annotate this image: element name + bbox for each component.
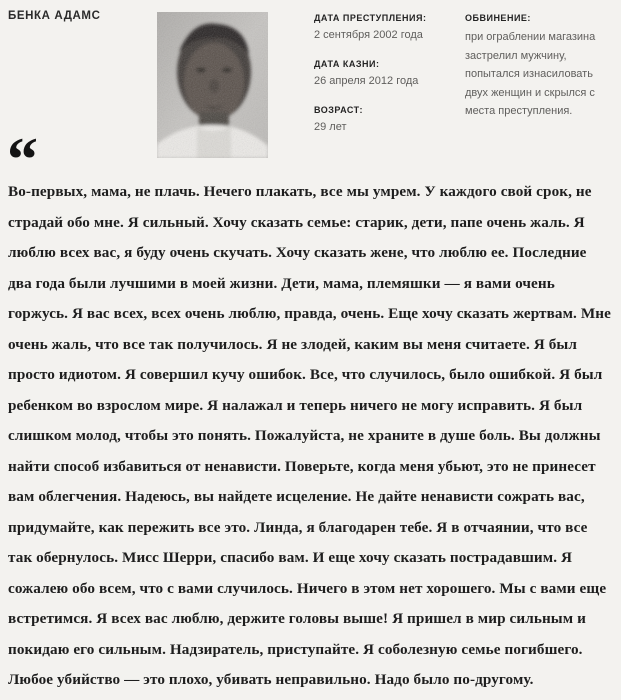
mugshot-image	[157, 12, 268, 158]
field-crime-date	[314, 12, 459, 43]
field-age-label: ВОЗРАСТ:	[314, 105, 364, 115]
field-execution-date-value: 26 апреля 2012 года	[314, 75, 419, 87]
inmate-name: БЕНКА АДАМС	[8, 10, 101, 22]
field-charge-value: при ограблении магазина застрелил мужчину, попытался изнасиловать двух женщин и скрылся с места преступления.	[465, 31, 596, 117]
last-statement-text: Во-первых, мама, не плачь. Нечего плакать, все мы умрем. У каждого свой срок, не страдай обо мне. Я сильный. Хочу сказать семье: старик, дети, папе очень жаль. Я люблю всех вас, я буду очень скучать. Хочу сказать жене, что люблю ее. Последние два года были лучшими в моей жизни. Дети, мама, племяшки — я вами очень горжусь. Я вас всех, всех очень люблю, правда, очень. Еще хочу сказать жертвам. Мне очень жаль, что все так получилось. Я не злодей, каким вы меня считаете. Я был просто идиотом. Я совершил кучу ошибок. Все, что случилось, было ошибкой. Я был ребенком во взрослом мире. Я налажал и теперь ничего не могу исправить. Я был слишком молод, чтобы это понять. Пожалуйста, не храните в душе боль. Вы должны найти способ избавиться от ненависти. Поверьте, когда меня убьют, это не принесет вам облегчения. Надеюсь, вы найдете исцеление. Не дайте ненависти сожрать вас, придумайте, как пережить все это. Линда, я благодарен тебе. Я в отчаянии, что все так обернулось. Мисс Шерри, спасибо вам. И еще хочу сказать пострадавшим. Я сожалею обо всем, что с вами случилось. Ничего в этом нет хорошего. Мы с вами еще встретимся. Я всех вас люблю, держите головы выше! Я пришел в мир сильным и покидаю его сильным. Надзиратель, приступайте. Я соболезную семье погибшего. Любое убийство — это плохо, убивать неправильно. Надо было по-другому.	[8, 183, 611, 688]
field-age	[314, 104, 459, 135]
field-charge	[465, 12, 617, 121]
field-crime-date-label: ДАТА ПРЕСТУПЛЕНИЯ:	[314, 13, 427, 23]
meta-column-charge	[465, 12, 617, 136]
field-crime-date-value: 2 сентября 2002 года	[314, 29, 423, 41]
field-execution-date	[314, 58, 459, 89]
field-charge-label: ОБВИНЕНИЕ:	[465, 13, 531, 23]
field-execution-date-label: ДАТА КАЗНИ:	[314, 59, 380, 69]
meta-column-dates	[314, 12, 459, 150]
field-age-value: 29 лет	[314, 121, 347, 133]
mugshot-photo	[157, 12, 268, 158]
quote-mark-icon: “	[7, 126, 38, 194]
